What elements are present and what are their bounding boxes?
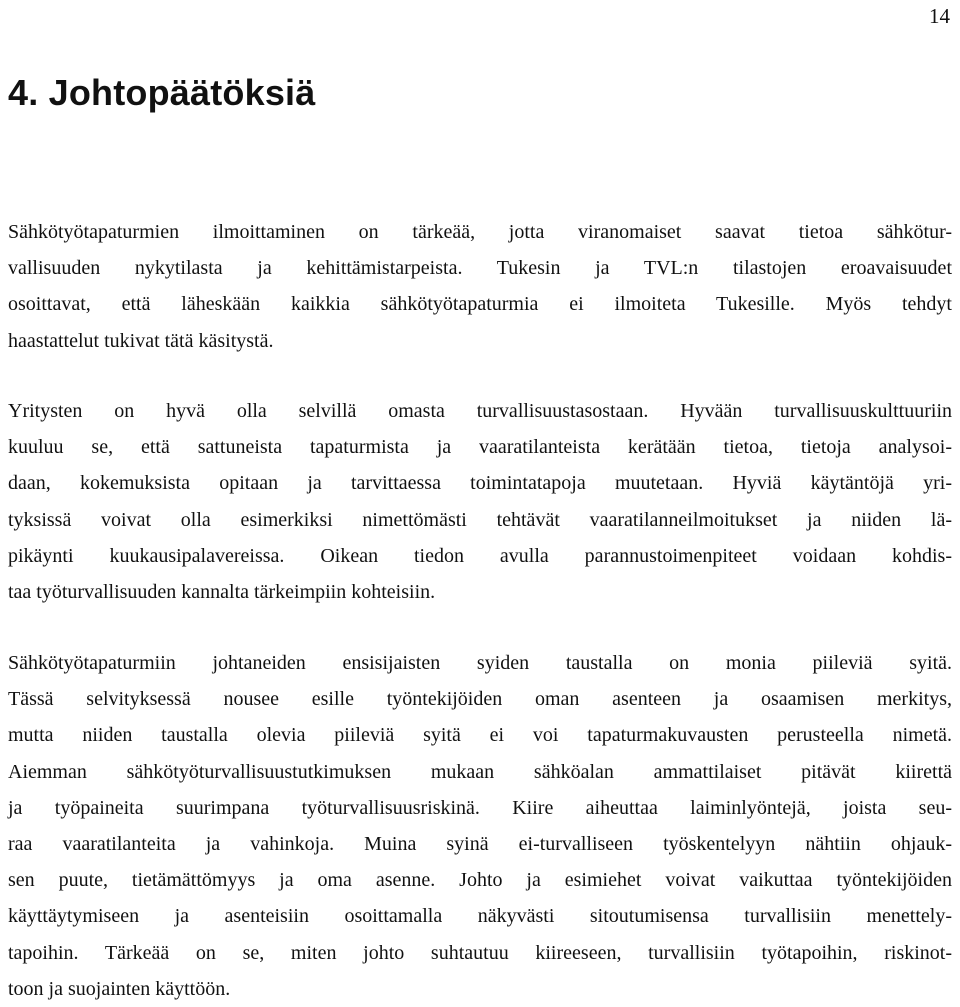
text-line: raa vaaratilanteita ja vahinkoja. Muina syinä ei-turvalliseen työskentelyyn nähtiin ohjauk-	[8, 833, 952, 856]
section-heading: 4. Johtopäätöksiä	[8, 72, 316, 113]
text-line: osoittavat, että läheskään kaikkia sähkötyötapaturmia ei ilmoiteta Tukesille. Myös tehdyt	[8, 293, 952, 316]
text-line: tyksissä voivat olla esimerkiksi nimettömästi tehtävät vaaratilanneilmoitukset ja niiden lä-	[8, 508, 952, 531]
text-line: daan, kokemuksista opitaan ja tarvittaessa toimintatapoja muutetaan. Hyviä käytäntöjä yri-	[8, 472, 952, 495]
text-line: Sähkötyötapaturmiin johtaneiden ensisijaisten syiden taustalla on monia piileviä syitä.	[8, 652, 952, 674]
text-line: Sähkötyötapaturmien ilmoittaminen on tärkeää, jotta viranomaiset saavat tietoa sähkötur-	[8, 221, 952, 243]
text-line: Yritysten on hyvä olla selvillä omasta turvallisuustasostaan. Hyvään turvallisuuskulttuuriin	[8, 400, 952, 422]
text-line: haastattelut tukivat tätä käsitystä.	[8, 329, 274, 352]
text-line: mutta niiden taustalla olevia piileviä syitä ei voi tapaturmakuvausten perusteella nimetä.	[8, 724, 952, 747]
text-line: tapoihin. Tärkeää on se, miten johto suhtautuu kiireeseen, turvallisiin työtapoihin, riskinot-	[8, 941, 952, 964]
text-line: vallisuuden nykytilasta ja kehittämistarpeista. Tukesin ja TVL:n tilastojen eroavaisuudet	[8, 257, 952, 280]
text-line: käyttäytymiseen ja asenteisiin osoittamalla näkyvästi sitoutumisensa turvallisiin menettely-	[8, 905, 952, 928]
paragraph-safety-culture	[8, 393, 952, 610]
text-line: toon ja suojainten käyttöön.	[8, 977, 231, 1000]
text-line: kuuluu se, että sattuneista tapaturmista ja vaaratilanteista kerätään tietoa, tietoja analysoi-	[8, 436, 952, 459]
text-line: Aiemman sähkötyöturvallisuustutkimuksen mukaan sähköalan ammattilaiset pitävät kiirettä	[8, 760, 952, 783]
text-line: ja työpaineita suurimpana työturvallisuusriskinä. Kiire aiheuttaa laiminlyöntejä, joista seu-	[8, 796, 952, 819]
page-number: 14	[929, 4, 950, 28]
text-line: pikäynti kuukausipalavereissa. Oikean tiedon avulla parannustoimenpiteet voidaan kohdis-	[8, 544, 952, 567]
text-line: taa työturvallisuuden kannalta tärkeimpiin kohteisiin.	[8, 581, 436, 604]
text-line: sen puute, tietämättömyys ja oma asenne. Johto ja esimiehet voivat vaikuttaa työntekijöiden	[8, 869, 952, 892]
paragraph-reporting	[8, 214, 952, 359]
text-line: Tässä selvityksessä nousee esille työntekijöiden oman asenteen ja osaamisen merkitys,	[8, 688, 952, 711]
paragraph-underlying-causes	[8, 645, 952, 1007]
